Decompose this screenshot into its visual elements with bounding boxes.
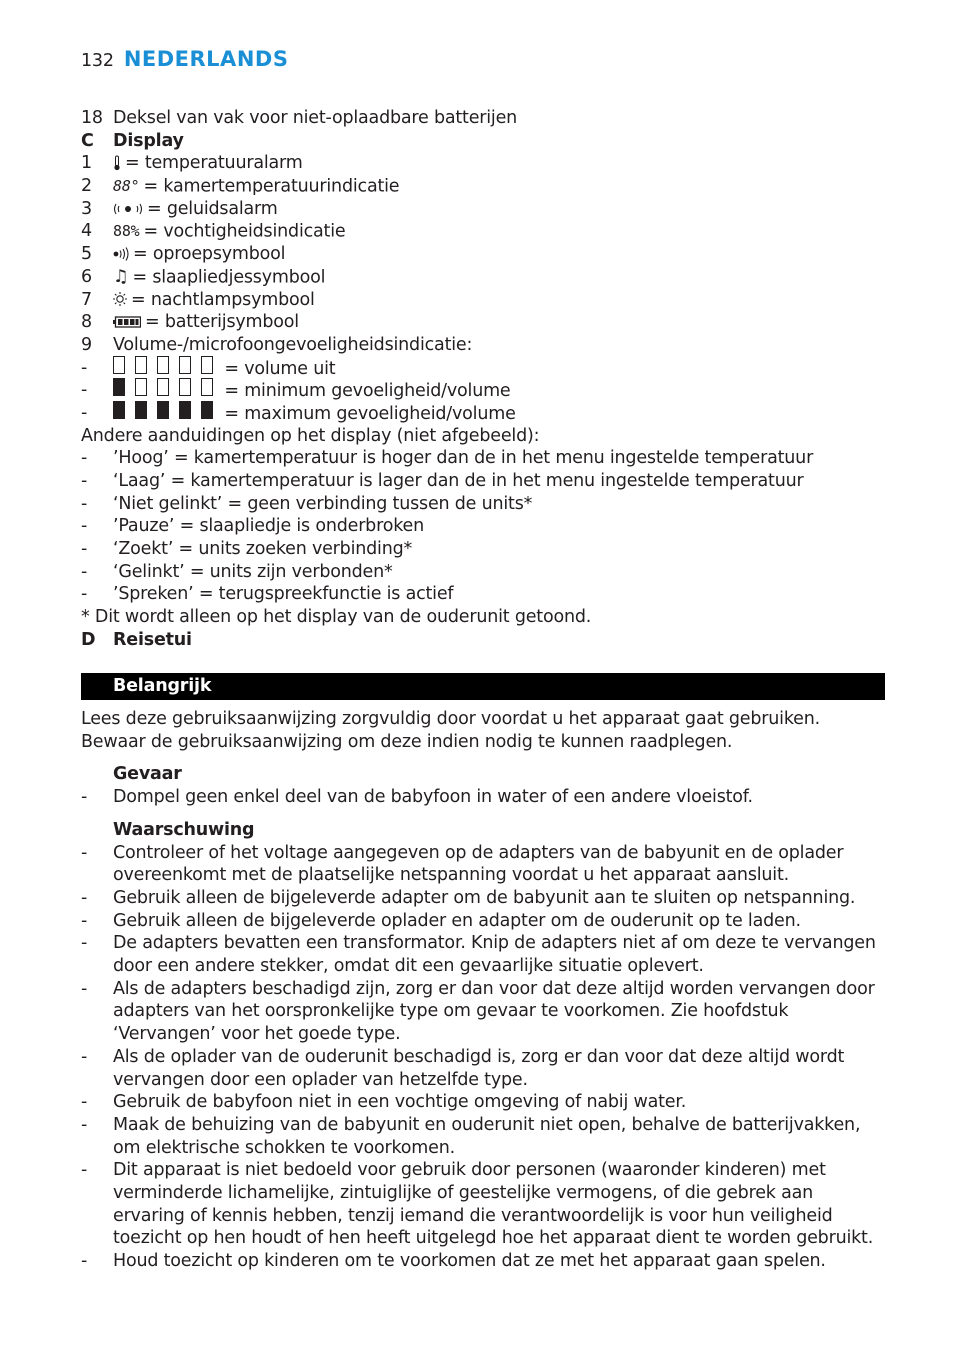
level-segment [201, 378, 213, 396]
level-segment [157, 401, 169, 419]
paging-icon [113, 247, 129, 261]
intro-paragraph: Lees deze gebruiksaanwijzing zorgvuldig door voordat u het apparaat gaat gebruiken. Bewaar de gebruiksaanwijzing om deze indien nodig te kunnen raadplegen. [81, 709, 820, 752]
music-note-icon: ♫ [113, 266, 129, 287]
list-item: - ‘Zoekt’ = units zoeken verbinding* [81, 539, 413, 560]
other-indications-list [81, 447, 887, 606]
list-item: - Controleer of het voltage aangegeven op de adapters van de babyunit en de oplader overeenkomt met de plaatselijke netspanning voordat u het apparaat aansluit. [81, 842, 844, 886]
level-segment [179, 378, 191, 396]
page-number: 132 [81, 51, 114, 71]
volume-level-indicator [113, 356, 223, 374]
list-item: - Maak de behuizing van de babyunit en ouderunit niet open, behalve de batterijvakken, om elektrische schokken te voorkomen. [81, 1114, 861, 1158]
level-segment [113, 356, 125, 374]
level-row: - = minimum gevoeligheid/volume [81, 380, 511, 402]
list-item: 2 88° = kamertemperatuurindicatie [81, 176, 400, 197]
level-segment [201, 356, 213, 374]
list-item: - ’Spreken’ = terugspreekfunctie is actief [81, 584, 454, 605]
display-section [81, 107, 887, 652]
list-item: 1 = temperatuuralarm [81, 153, 303, 174]
level-segment [135, 356, 147, 374]
level-segment [201, 401, 213, 419]
list-item: 9 Volume-/microfoongevoeligheidsindicatie: [81, 334, 473, 355]
banner-title: Belangrijk [113, 676, 212, 696]
list-item: - ’Hoog’ = kamertemperatuur is hoger dan de in het menu ingestelde temperatuur [81, 448, 814, 469]
list-item: - De adapters bevatten een transformator. Knip de adapters niet af om deze te vervangen door een andere stekker, omdat dit een gevaarlijke situatie oplevert. [81, 933, 876, 977]
level-row: - = maximum gevoeligheid/volume [81, 402, 516, 424]
nightlight-icon [113, 292, 127, 308]
list-item: - Dompel geen enkel deel van de babyfoon in water of een andere vloeistof. [81, 787, 753, 808]
thermometer-icon [113, 155, 121, 171]
warning-heading: Waarschuwing [113, 819, 255, 840]
volume-level-indicator [113, 401, 223, 419]
level-segment [135, 378, 147, 396]
level-segment [157, 378, 169, 396]
list-item: - Gebruik de babyfoon niet in een vochtige omgeving of nabij water. [81, 1092, 687, 1113]
level-segment [179, 356, 191, 374]
list-item: 6 ♫ = slaapliedjessymbool [81, 266, 326, 288]
list-item: - Dit apparaat is niet bedoeld voor gebruik door personen (waaronder kinderen) met verminderde lichamelijke, zintuiglijke of geestelijke vermogens, of die gebrek aan ervaring of kennis hebben, tenzij iemand die verantwoordelijk is voor hun veiligheid toezicht op hen houdt of hen heeft uitgelegd hoe het apparaat dient te worden gebruikt. [81, 1160, 874, 1249]
footnote: * Dit wordt alleen op het display van de ouderunit getoond. [81, 607, 592, 628]
battery-icon [113, 316, 141, 328]
sound-alarm-icon [113, 203, 143, 215]
list-item: - Als de oplader van de ouderunit beschadigd is, zorg er dan voor dat deze altijd wordt vervangen door een oplader van hetzelfde type. [81, 1046, 845, 1090]
important-banner [81, 673, 885, 700]
level-row: - = volume uit [81, 357, 336, 379]
list-item: - ’Pauze’ = slaapliedje is onderbroken [81, 516, 424, 537]
list-item: 5 = oproepsymbool [81, 244, 286, 265]
section-heading-c: C Display [81, 130, 184, 151]
list-item: - ‘Niet gelinkt’ = geen verbinding tussen de units* [81, 493, 533, 514]
list-item: 3 = geluidsalarm [81, 198, 278, 219]
list-item: 7 = nachtlampsymbool [81, 289, 315, 310]
list-item: - Als de adapters beschadigd zijn, zorg er dan voor dat deze altijd worden vervangen door adapters van het oorspronkelijke type om gevaar te voorkomen. Zie hoofdstuk ‘Vervangen’ voor het goede type. [81, 978, 875, 1045]
volume-level-indicator [113, 378, 223, 396]
list-item: - ‘Gelinkt’ = units zijn verbonden* [81, 561, 393, 582]
humidity-icon: 88% [113, 222, 140, 241]
level-segment [157, 356, 169, 374]
other-indications-intro: Andere aanduidingen op het display (niet afgebeeld): [81, 425, 540, 446]
level-segment [135, 401, 147, 419]
level-segment [113, 401, 125, 419]
list-item: - Houd toezicht op kinderen om te voorkomen dat ze met het apparaat gaan spelen. [81, 1251, 826, 1272]
section-heading-d: D Reisetui [81, 629, 192, 650]
list-item: 8 = batterijsymbool [81, 312, 299, 333]
list-item: 4 88% = vochtigheidsindicatie [81, 221, 346, 242]
list-item: - Gebruik alleen de bijgeleverde adapter om de babyunit aan te sluiten op netspanning. [81, 887, 856, 908]
page-header [81, 47, 288, 71]
level-segment [113, 378, 125, 396]
list-item: 18 Deksel van vak voor niet-oplaadbare batterijen [81, 108, 518, 128]
temperature-digits-icon: 88° [113, 177, 140, 196]
danger-heading: Gevaar [113, 764, 182, 785]
list-item: - Gebruik alleen de bijgeleverde oplader en adapter om de ouderunit op te laden. [81, 910, 801, 931]
list-item: - ‘Laag’ = kamertemperatuur is lager dan de in het menu ingestelde temperatuur [81, 471, 804, 491]
important-section [81, 708, 887, 1273]
language-title: NEDERLANDS [123, 47, 289, 71]
level-segment [179, 401, 191, 419]
